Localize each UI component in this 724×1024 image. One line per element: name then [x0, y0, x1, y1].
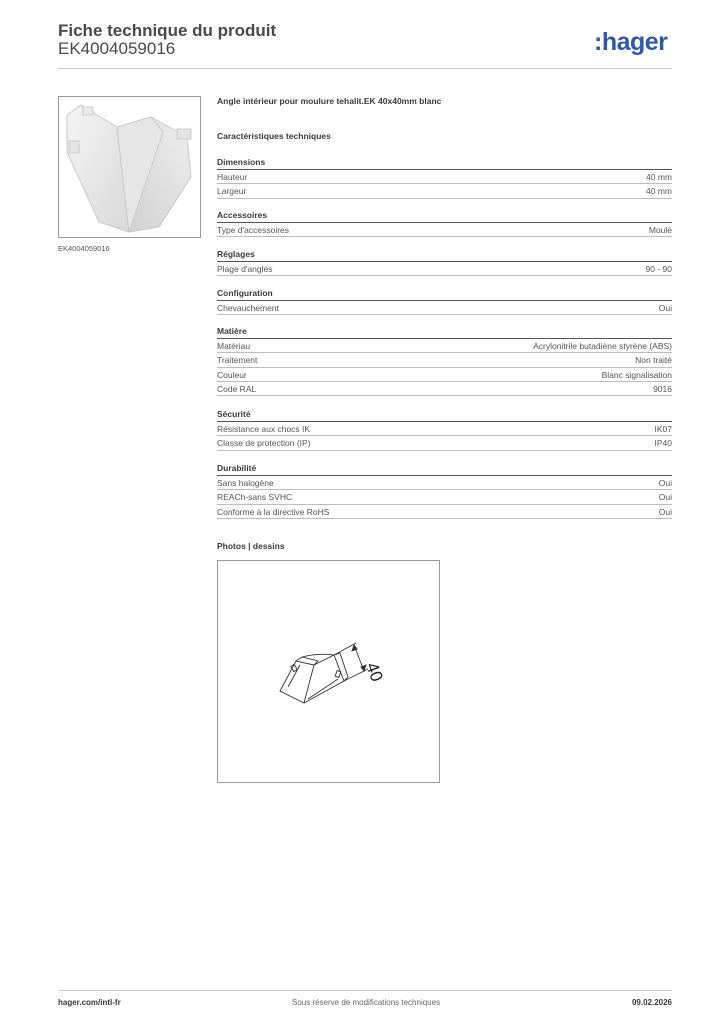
footer-notice: Sous réserve de modifications techniques — [292, 998, 441, 1007]
section-securite — [217, 408, 672, 451]
specs-heading: Caractéristiques techniques — [217, 131, 331, 141]
logo-text: hager — [601, 28, 668, 56]
spec-label: Couleur — [217, 369, 247, 380]
section-title: Dimensions — [217, 156, 672, 170]
logo-colon: : — [594, 28, 602, 56]
spec-value: Blanc signalisation — [601, 369, 672, 380]
header-divider — [58, 68, 672, 69]
photos-heading: Photos | dessins — [217, 541, 285, 551]
spec-value: Acrylonitrile butadiène styrène (ABS) — [533, 341, 672, 351]
footer-divider — [58, 990, 672, 991]
spec-label: Sans halogène — [217, 478, 274, 488]
spec-row — [217, 262, 672, 276]
spec-row — [217, 301, 672, 315]
section-configuration — [217, 287, 672, 315]
spec-value: 40 mm — [646, 186, 672, 197]
product-photo — [58, 96, 201, 238]
spec-row — [217, 476, 672, 490]
spec-row — [217, 368, 672, 382]
section-title: Matière — [217, 325, 672, 339]
spec-label: REACh-sans SVHC — [217, 492, 293, 503]
dimension-label: 40 — [362, 659, 387, 685]
section-title: Réglages — [217, 248, 672, 262]
spec-value: IP40 — [654, 438, 672, 449]
spec-label: Matériau — [217, 341, 251, 351]
spec-row — [217, 223, 672, 237]
section-title: Durabilité — [217, 462, 672, 476]
spec-label: Traitement — [217, 355, 258, 366]
spec-row — [217, 382, 672, 396]
corner-piece-photo — [59, 97, 200, 237]
footer-date: 09.02.2026 — [631, 998, 672, 1007]
section-title: Configuration — [217, 287, 672, 301]
spec-value: Non traité — [635, 355, 672, 366]
section-matiere — [217, 325, 672, 396]
spec-value: Oui — [658, 492, 672, 503]
spec-row — [217, 490, 672, 504]
spec-label: Chevauchement — [217, 303, 279, 313]
spec-value: Oui — [658, 506, 672, 517]
section-dimensions — [217, 156, 672, 199]
spec-row — [217, 505, 672, 519]
spec-row — [217, 422, 672, 436]
spec-label: Classe de protection (IP) — [217, 438, 311, 449]
technical-drawing — [217, 560, 440, 783]
spec-row — [217, 436, 672, 450]
product-reference: EK4004059016 — [58, 39, 176, 58]
product-description: Angle intérieur pour moulure tehalit.EK 40x40mm blanc — [217, 96, 442, 106]
section-title: Accessoires — [217, 209, 672, 223]
spec-row — [217, 339, 672, 353]
spec-value: 9016 — [653, 383, 672, 394]
section-durabilite — [217, 462, 672, 519]
spec-label: Code RAL — [217, 383, 257, 394]
spec-value: 40 mm — [646, 172, 672, 182]
corner-drawing — [218, 561, 439, 782]
spec-label: Hauteur — [217, 172, 248, 182]
spec-row — [217, 353, 672, 367]
spec-label: Largeur — [217, 186, 247, 197]
section-title: Sécurité — [217, 408, 672, 422]
spec-row — [217, 170, 672, 184]
page-title: Fiche technique du produit — [58, 21, 277, 40]
footer-website-link[interactable]: hager.com/intl-fr — [58, 998, 121, 1007]
spec-row — [217, 184, 672, 198]
spec-value: Oui — [658, 303, 672, 313]
section-accessoires — [217, 209, 672, 237]
hager-logo — [594, 28, 667, 57]
spec-value: IK07 — [654, 424, 672, 434]
spec-label: Plage d'angles — [217, 264, 273, 274]
image-caption: EK4004059016 — [58, 244, 110, 253]
spec-value: Moulé — [648, 225, 672, 235]
spec-value: Oui — [658, 478, 672, 488]
spec-label: Type d'accessoires — [217, 225, 290, 235]
spec-label: Conforme à la directive RoHS — [217, 506, 330, 517]
spec-value: 90 - 90 — [645, 264, 672, 274]
section-reglages — [217, 248, 672, 276]
spec-label: Résistance aux chocs IK — [217, 424, 311, 434]
